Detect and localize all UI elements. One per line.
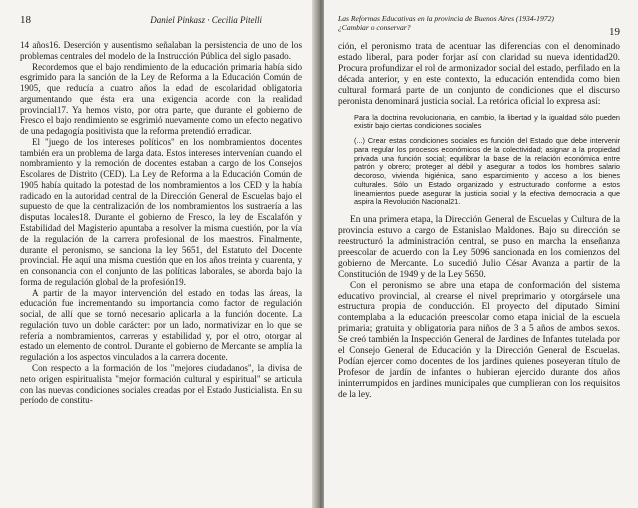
right-paragraph-3: Con el peronismo se abre una etapa de conformación del sistema educativo provincial, al crearse el nivel preprimario y otorgársele una estructura propia de conducción. El proyecto del diputado Simini contemplaba a la educación preescolar como etapa inicial de la escuela primaria; gratuita y obligatoria para niños de 3 a 5 años de ambos sexos. Se creó también la Inspección General de Jardines de Infantes tutelada por el Consejo General de Educación y la Dirección General de Escuelas. Podían ejercer como docentes de los jardines quienes poseyeran título de Profesor de jardín de infantes o hubieran ejercido durante dos años ininterrumpidos en jardines municipales que cumplieran con los requisitos de la ley. [338,280,620,400]
left-page-body [20,40,302,406]
quote-paragraph-1: Para la doctrina revolucionaria, en cambio, la libertad y la igualdad sólo pueden existir bajo ciertas condiciones sociales [354,112,620,131]
left-running-head: Daniel Pinkasz · Cecilia Pitelli [150,15,262,25]
left-paragraph-4: A partir de la mayor intervención del estado en todas las áreas, la educación fue incrementando su importancia como factor de regulación social, de allí que se tornó necesario aplicarla a la función docente. La regulación tuvo un doble carácter: por un lado, normativizar en lo que se refería a nombramientos, carreras y estabilidad y, por el otro, otorgar al estado un elemento de control. Durante el gobierno de Mercante se amplía la regulación a los aspectos vinculados a la carrera docente. [20,287,302,363]
right-paragraph-1: ción, el peronismo trata de acentuar las diferencias con el denominado estado liberal, para poder forjar así con claridad su nueva identidad20. Procura profundizar el rol de armonizador social del estado, perfilado en la década anterior, y en este contexto, la educación entendida como bien cultural formará parte de un conjunto de condiciones que el discurso peronista denominará justicia social. La retórica oficial lo expresa así: [338,42,620,107]
left-paragraph-1: 14 años16. Deserción y ausentismo señalaban la persistencia de uno de los problemas centrales del modelo de la Instrucción Pública del siglo pasado. [20,40,302,61]
right-page-body [338,42,620,400]
left-page-header [20,14,302,26]
quote-paragraph-2: (...) Crear estas condiciones sociales es función del Estado que debe intervenir para regular los procesos económicos de la colectividad; asignar a la propiedad privada una función social; equilibrar la base de la relación económica entre patrón y obrero; proteger al débil y asegurar a todos los hombres salario decoroso, vivienda higiénica, sano esparcimiento y acceso a los bienes culturales. Sólo un Estado organizado y estructurado conforme a estos lineamientos puede asegurar la justicia social y la efectiva democracia a que aspira la Revolución Nacional21. [354,136,620,207]
right-running-head-line-1: Las Reformas Educativas en la provincia de Buenos Aires (1934-1972) [338,14,554,23]
right-paragraph-2: En una primera etapa, la Dirección General de Escuelas y Cultura de la provincia estuvo a cargo de Estanislao Maldones. Bajo su dirección se reestructuró la administración central, se puso en marcha la enseñanza preescolar de acuerdo con la Ley 5096 sancionada en los comienzos del gobierno de Mercante. Lo sucedió Julio César Avanza a partir de la Constitución de 1949 y de la Ley 5650. [338,215,620,280]
left-paragraph-3: El "juego de los intereses políticos" en los nombramientos docentes también era un problema de larga data. Estos intereses intervenían cuando el nombramiento y la remoción de docentes estaban a cargo de los Consejos Escolares de Distrito (CED). La Ley de Reforma a la Educación Común de 1905 había quitado la potestad de los nombramientos a los CED y la había radicado en la autoridad central de la Dirección General de Escuelas bajo el supuesto de que la centralización de los nombramientos los sustraería a las disputas locales18. Durante el gobierno de Fresco, la ley de Escalafón y Estabilidad del Magisterio apuntaba a resolver la misma cuestión, por la vía de la regulación de la carrera profesional de los maestros. Finalmente, durante el peronismo, se sanciona la ley 5651, del Estatuto del Docente provincial. He aquí una misma cuestión que en los años treinta y cuarenta, y en consonancia con el conjunto de las políticas laborales, se aborda bajo la forma de regulación global de la profesión19. [20,136,302,287]
right-page-number: 19 [609,26,620,38]
block-quote [338,114,620,208]
left-paragraph-5: Con respecto a la formación de los "mejores ciudadanos", la divisa de neto origen espiritualista "mejor formación cultural y espiritual" se articula con las nuevas condiciones sociales creadas por el Estado Justicialista. En su período de constitu- [20,362,302,406]
right-running-head-line-2: ¿Cambiar o conservar? [338,23,411,33]
right-page-header [338,14,620,38]
left-paragraph-2: Recordemos que el bajo rendimiento de la educación primaria había sido esgrimido para la sanción de la Ley de Reforma a la Educación Común de 1905, que reducía a cuatro años la edad de escolaridad obligatoria argumentando que ésta era una exigencia acorde con la realidad provincial17. Ya hemos visto, por otra parte, que durante el gobierno de Fresco el bajo rendimiento se esgrimió nuevamente como un efecto negativo de una pedagogía positivista que la reforma pretendió erradicar. [20,61,302,137]
left-page [0,0,316,508]
left-page-number: 18 [20,14,31,26]
right-page [324,0,638,508]
